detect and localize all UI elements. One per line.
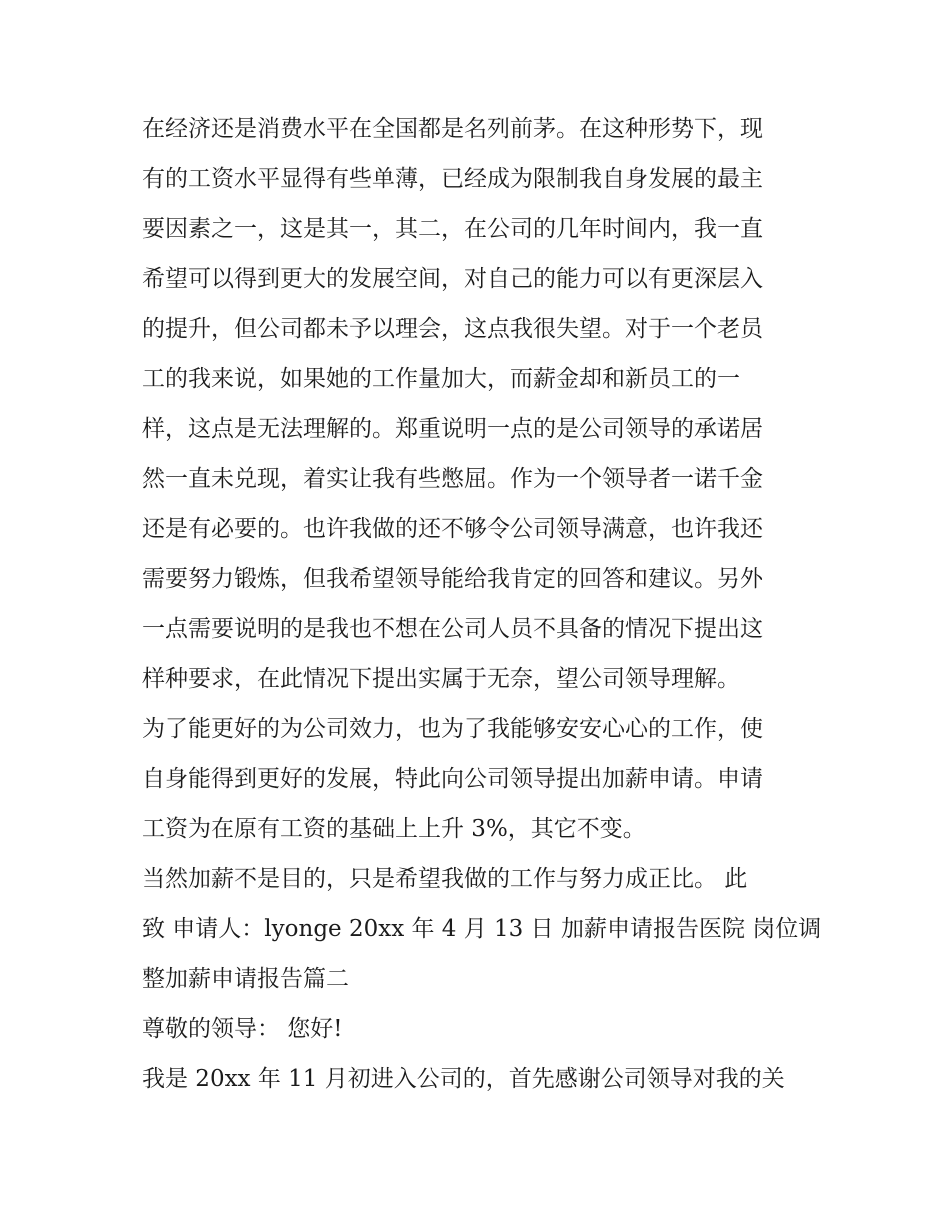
text-line: 整加薪申请报告篇二	[142, 966, 349, 992]
text-line: 当然加薪不是目的，只是希望我做的工作与努力成正比。 此	[142, 866, 748, 892]
text-line: 需要努力锻炼，但我希望领导能给我肯定的回答和建议。另外	[142, 566, 763, 592]
text-line: 样，这点是无法理解的。郑重说明一点的是公司领导的承诺居	[142, 416, 763, 442]
text-line: 工的我来说，如果她的工作量加大，而薪金却和新员工的一	[142, 366, 740, 392]
text-line: 有的工资水平显得有些单薄，已经成为限制我自身发展的最主	[142, 166, 763, 192]
text-line: 为了能更好的为公司效力，也为了我能够安安心心的工作，使	[142, 716, 763, 742]
text-line: 一点需要说明的是我也不想在公司人员不具备的情况下提出这	[142, 616, 763, 642]
text-line: 然一直未兑现，着实让我有些憋屈。作为一个领导者一诺千金	[142, 466, 763, 492]
text-line: 的提升，但公司都未予以理会，这点我很失望。对于一个老员	[142, 316, 763, 342]
text-line: 样种要求，在此情况下提出实属于无奈，望公司领导理解。	[142, 666, 740, 692]
salutation-line: 尊敬的领导： 您好!	[142, 1016, 343, 1042]
text-line: 自身能得到更好的发展，特此向公司领导提出加薪申请。申请	[142, 766, 763, 792]
text-line: 要因素之一，这是其一，其二，在公司的几年时间内，我一直	[142, 216, 763, 242]
text-line: 我是 20xx 年 11 月初进入公司的，首先感谢公司领导对我的关	[142, 1066, 785, 1092]
text-line: 工资为在原有工资的基础上上升 3%，其它不变。	[142, 816, 646, 842]
document-body	[142, 108, 822, 1108]
text-line: 致 申请人：lyonge 20xx 年 4 月 13 日 加薪申请报告医院 岗位调	[142, 916, 822, 942]
text-line: 希望可以得到更大的发展空间，对自己的能力可以有更深层入	[142, 266, 763, 292]
text-line: 在经济还是消费水平在全国都是名列前茅。在这种形势下，现	[142, 116, 763, 142]
text-line: 还是有必要的。也许我做的还不够令公司领导满意，也许我还	[142, 516, 763, 542]
